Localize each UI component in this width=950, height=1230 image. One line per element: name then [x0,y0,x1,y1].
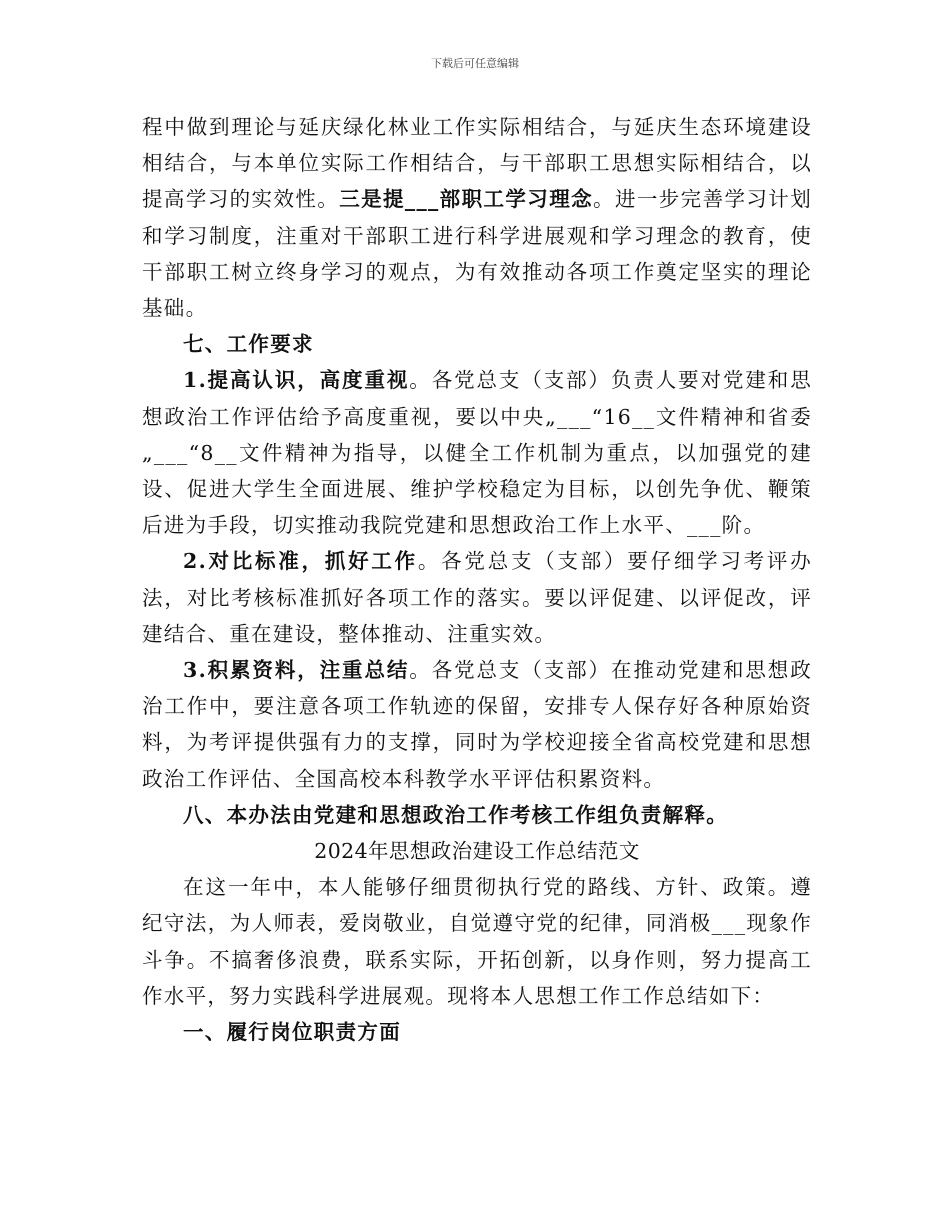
document-body [142,109,812,1050]
requirement-title: 1.提高认识，高度重视 [183,368,410,393]
requirement-1 [142,362,812,543]
page-header: 下载后可任意编辑 [431,57,519,70]
requirement-title: 3.积累资料，注重总结 [183,658,410,683]
paragraph-text: 程中做到理论与延庆绿化林业工作实际相结合，与延庆生态环境建设相结合，与本单位实际工作相结合，与干部职工思想实际相结合，以提高学习的实效性。 [142,115,812,212]
requirement-3 [142,652,812,797]
intro-paragraph: 在这一年中，本人能够仔细贯彻执行党的路线、方针、政策。遵纪守法，为人师表，爱岗敬业，自觉遵守党的纪律，同消极___现象作斗争。不搞奢侈浪费，联系实际，开拓创新，以身作则，努力提高工作水平，努力实践科学进展观。现将本人思想工作工作总结如下： [142,875,812,1008]
document-title: 2024年思想政治建设工作总结范文 [314,839,640,864]
section-heading-8: 八、本办法由党建和思想政治工作考核工作组负责解释。 [183,802,728,827]
requirement-text: 。各党总支（支部）要仔细学习考评办法，对比考核标准抓好各项工作的落实。要以评促建、以评促改，评建结合、重在建设，整体推动、注重实效。 [142,549,812,646]
paragraph-text: 。进一步完善学习计划和学习制度，注重对干部职工进行科学进展观和学习理念的教育，使干部职工树立终身学习的观点，为有效推动各项工作奠定坚实的理论基础。 [142,187,813,321]
paragraph-continuation [142,109,812,326]
requirement-2 [142,543,812,652]
section-heading-7: 七、工作要求 [183,332,314,357]
requirement-text: 。各党总支（支部）在推动党建和思想政治工作中，要注意各项工作轨迹的保留，安排专人保存好各种原始资料，为考评提供强有力的支撑，同时为学校迎接全省高校党建和思想政治工作评估、全国高校本科教学水平评估积累资料。 [142,658,812,791]
requirement-text: 。各党总支（支部）负责人要对党建和思想政治工作评估给予高度重视，要以中央„___“16__文件精神和省委„___“8__文件精神为指导，以健全工作机制为重点，以加强党的建设、促进大学生全面进展、维护学校稳定为目标，以创先争优、鞭策后进为手段，切实推动我院党建和思想政治工作上水平、___阶。 [142,368,812,538]
requirement-title: 2.对比标准，抓好工作 [183,549,418,574]
section-heading-1: 一、履行岗位职责方面 [183,1020,401,1045]
bold-phrase: 三是提___部职工学习理念 [339,187,594,212]
